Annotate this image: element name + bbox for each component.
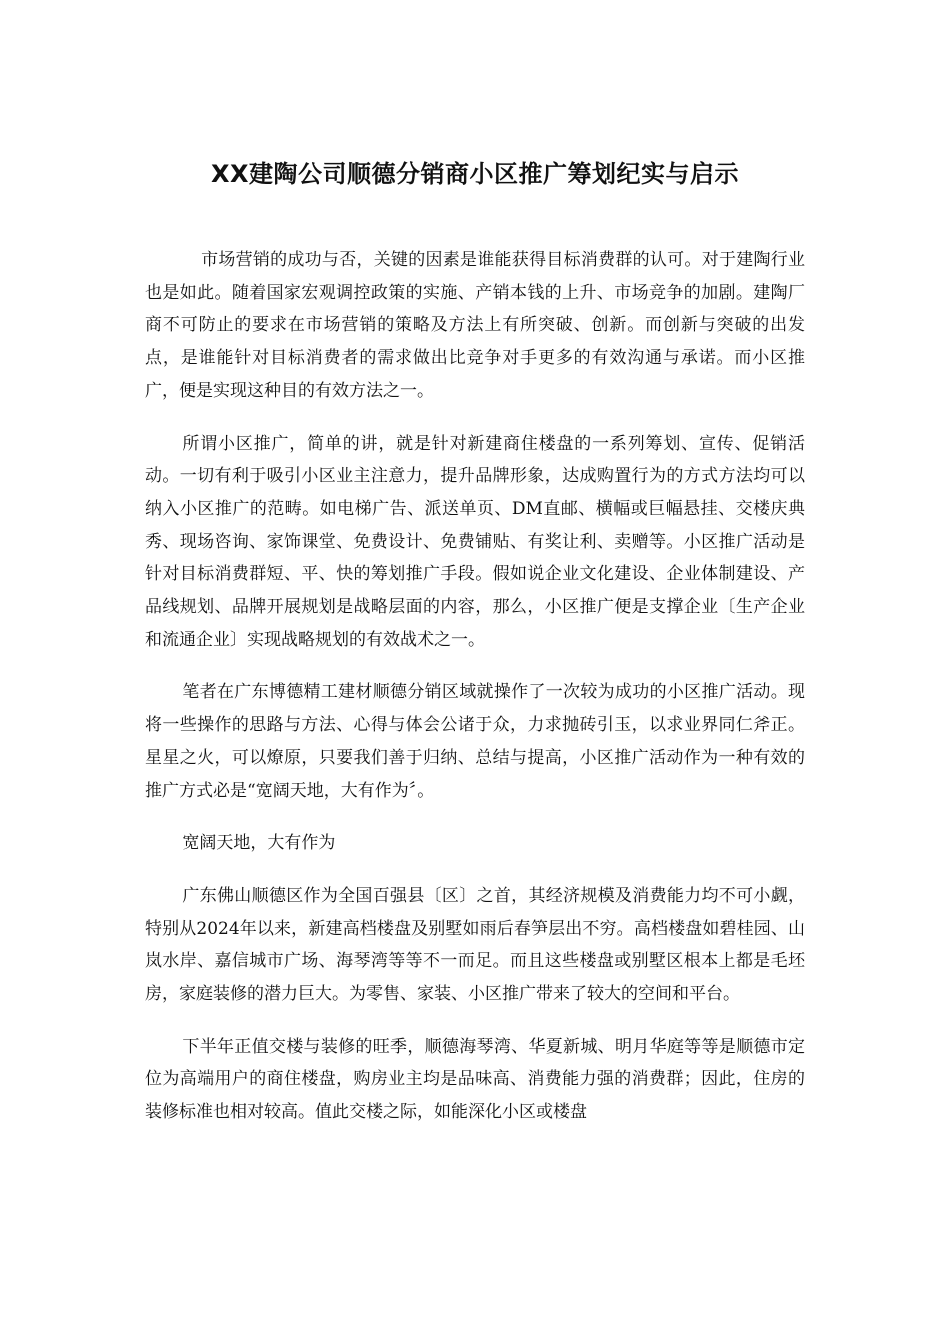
section-heading: 宽阔天地，大有作为 xyxy=(182,833,336,854)
paragraph-intro: 市场营销的成功与否，关键的因素是谁能获得目标消费群的认可。对于建陶行业也是如此。随着国家宏观调控政策的实施、产销本钱的上升、市场竞争的加剧。建陶厂商不可防止的要求在市场营销的策略及方法上有所突破、创新。而创新与突破的出发点，是谁能针对目标消费者的需求做出比竞争对手更多的有效沟通与承诺。而小区推广，便是实现这种目的有效方法之一。 xyxy=(145,250,805,401)
paragraph-second-half-year: 下半年正值交楼与装修的旺季，顺德海琴湾、华夏新城、明月华庭等等是顺德市定位为高端用户的商住楼盘，购房业主均是品味高、消费能力强的消费群；因此，住房的装修标准也相对较高。值此交楼之际，如能深化小区或楼盘 xyxy=(145,1036,805,1123)
document-title: XX建陶公司顺德分销商小区推广筹划纪实与启示 xyxy=(210,160,739,188)
paragraph-shunde-market: 广东佛山顺德区作为全国百强县〔区〕之首，其经济规模及消费能力均不可小觑，特别从2024年以来，新建高档楼盘及别墅如雨后春笋层出不穷。高档楼盘如碧桂园、山岚水岸、嘉信城市广场、海琴湾等等不一而足。而且这些楼盘或别墅区根本上都是毛坯房，家庭装修的潜力巨大。为零售、家装、小区推广带来了较大的空间和平台。 xyxy=(145,885,805,1005)
paragraph-definition: 所谓小区推广，简单的讲，就是针对新建商住楼盘的一系列筹划、宣传、促销活动。一切有利于吸引小区业主注意力，提升品牌形象，达成购置行为的方式方法均可以纳入小区推广的范畴。如电梯广告、派送单页、DM直邮、横幅或巨幅悬挂、交楼庆典秀、现场咨询、家饰课堂、免费设计、免费铺贴、有奖让利、卖赠等。小区推广活动是针对目标消费群短、平、快的筹划推广手段。假如说企业文化建设、企业体制建设、产品线规划、品牌开展规划是战略层面的内容，那么，小区推广便是支撑企业〔生产企业和流通企业〕实现战略规划的有效战术之一。 xyxy=(145,433,805,650)
paragraph-author-experience: 笔者在广东博德精工建材顺德分销区域就操作了一次较为成功的小区推广活动。现将一些操作的思路与方法、心得与体会公诸于众，力求抛砖引玉，以求业界同仁斧正。星星之火，可以燎原，只要我们善于归纳、总结与提高，小区推广活动作为一种有效的推广方式必是“宽阔天地，大有作为〞。 xyxy=(145,682,805,801)
document-body xyxy=(145,244,805,1149)
